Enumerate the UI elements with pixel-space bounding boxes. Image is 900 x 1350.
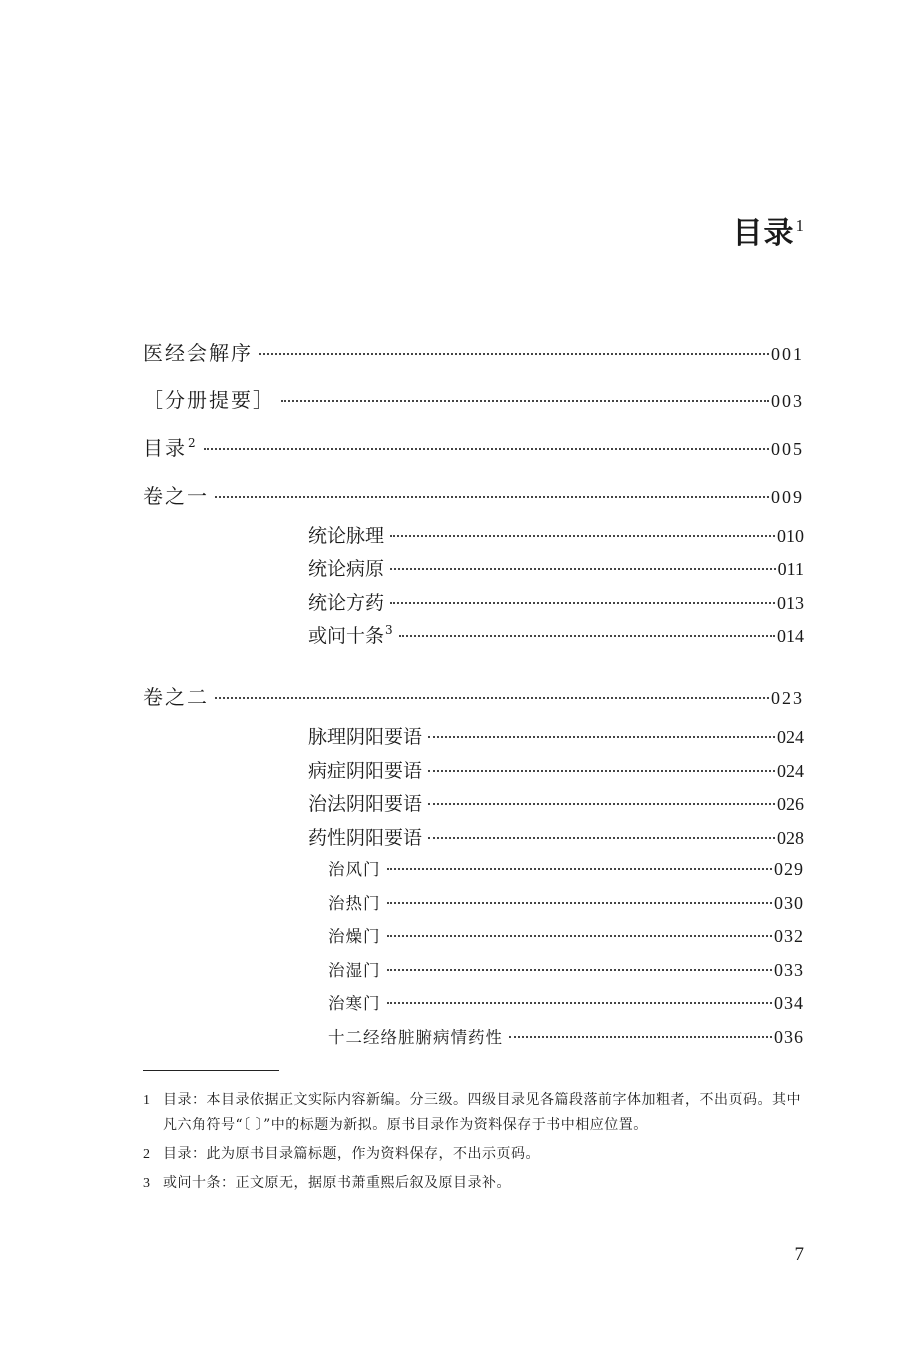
footnote-divider — [143, 1070, 279, 1071]
toc-entry-label: 卷之一 — [143, 484, 209, 508]
toc-entry[interactable] — [328, 957, 804, 987]
toc-entry[interactable] — [328, 923, 804, 953]
footnote-text: 目录：本目录依据正文实际内容新编。分三级。四级目录见各篇段落前字体加粗者，不出页码。其中凡六角符号“〔 〕”中的标题为新拟。原书目录作为资料保存于书中相应位置。 — [163, 1092, 801, 1133]
toc-entry-page: 001 — [771, 344, 804, 364]
toc-entry-page: 036 — [774, 1027, 804, 1047]
toc-entry-label: 目录$^2$ — [143, 436, 198, 460]
toc-entry[interactable] — [308, 621, 804, 651]
toc-entry-label: 治风门 — [328, 860, 381, 879]
toc-entry[interactable] — [328, 1024, 804, 1054]
toc-entry-page: 024 — [777, 761, 804, 781]
dot-leader — [387, 969, 773, 971]
dot-leader — [428, 736, 775, 738]
toc-entry-label: 治热门 — [328, 894, 381, 913]
toc-entry[interactable] — [328, 990, 804, 1020]
toc-entry-page: 034 — [774, 993, 804, 1013]
toc-entry[interactable] — [308, 823, 804, 853]
footnotes — [143, 1088, 805, 1200]
toc-entry[interactable] — [143, 480, 804, 510]
toc-entry[interactable] — [143, 432, 804, 462]
dot-leader — [390, 568, 776, 570]
toc-entry-label: 卷之二 — [143, 685, 209, 709]
footnote-number: 3 — [143, 1176, 150, 1191]
page-title: 目录$^1$ — [732, 216, 805, 251]
dot-leader — [428, 803, 775, 805]
toc-entry-page: 010 — [777, 526, 804, 546]
toc-entry-label: 治燥门 — [328, 927, 381, 946]
toc-entry-label: 治法阴阳要语 — [308, 793, 423, 815]
dot-leader — [390, 535, 775, 537]
toc-entry[interactable] — [308, 756, 804, 786]
toc-entry-page: 013 — [777, 593, 804, 613]
dot-leader — [428, 837, 775, 839]
toc-entry[interactable] — [328, 856, 804, 886]
dot-leader — [428, 770, 775, 772]
page-number: 7 — [794, 1244, 804, 1265]
toc-entry-label: 治寒门 — [328, 994, 381, 1013]
toc-entry-page: 032 — [774, 926, 804, 946]
footnote-text: 或问十条：正文原无，据原书萧重熙后叙及原目录补。 — [163, 1175, 511, 1191]
toc-entry-label: 统论病原 — [308, 558, 385, 580]
toc-entry-page: 014 — [777, 626, 804, 646]
dot-leader — [387, 1002, 773, 1004]
toc-entry-page: 003 — [771, 391, 804, 411]
toc-entry[interactable] — [308, 554, 804, 584]
dot-leader — [387, 902, 773, 904]
toc-entry[interactable] — [308, 722, 804, 752]
dot-leader — [509, 1036, 772, 1038]
toc-entry[interactable] — [308, 521, 804, 551]
dot-leader — [281, 400, 769, 402]
toc-entry-page: 009 — [771, 487, 804, 507]
footnote-number: 1 — [143, 1093, 150, 1108]
toc-entry-page: 030 — [774, 893, 804, 913]
toc-entry-page: 029 — [774, 859, 804, 879]
dot-leader — [215, 697, 769, 699]
footnote-ref: 3 — [385, 623, 393, 637]
toc-entry-label: 药性阴阳要语 — [308, 827, 423, 849]
dot-leader — [387, 935, 773, 937]
toc-entry[interactable] — [143, 384, 804, 414]
toc-entry-page: 026 — [777, 794, 804, 814]
footnote-ref: 2 — [188, 436, 198, 450]
dot-leader — [259, 353, 769, 355]
toc-entry[interactable] — [143, 337, 804, 367]
toc-entry-label: 医经会解序 — [143, 341, 253, 365]
dot-leader — [204, 448, 769, 450]
footnote-number: 2 — [143, 1147, 150, 1162]
toc-entry-page: 023 — [771, 688, 804, 708]
dot-leader — [399, 635, 775, 637]
dot-leader — [387, 868, 773, 870]
toc-entry-page: 028 — [777, 828, 804, 848]
toc-entry-page: 011 — [777, 559, 804, 579]
toc-entry-label: 统论脉理 — [308, 525, 385, 547]
title-footnote-ref: 1 — [795, 216, 805, 235]
footnote-item — [143, 1142, 805, 1167]
footnote-item — [143, 1171, 805, 1196]
toc-entry-label: 治湿门 — [328, 961, 381, 980]
toc-entry[interactable] — [308, 789, 804, 819]
toc-entry-label: 统论方药 — [308, 592, 385, 614]
toc-entry-label: 十二经络脏腑病情药性 — [328, 1028, 503, 1047]
toc-entry-label: 脉理阴阳要语 — [308, 726, 423, 748]
toc-entry-label: ［分册提要］ — [143, 388, 275, 412]
dot-leader — [390, 602, 775, 604]
toc-entry-label: 病症阴阳要语 — [308, 760, 423, 782]
footnote-text: 目录：此为原书目录篇标题，作为资料保存，不出示页码。 — [163, 1146, 540, 1162]
toc-entry-label: 或问十条$^3$ — [308, 623, 393, 647]
toc-entry-page: 033 — [774, 960, 804, 980]
dot-leader — [215, 496, 769, 498]
toc-entry[interactable] — [328, 890, 804, 920]
footnote-item — [143, 1088, 805, 1138]
toc-entry-page: 005 — [771, 439, 804, 459]
toc-entry[interactable] — [143, 681, 804, 711]
toc-entry-page: 024 — [777, 727, 804, 747]
toc-entry[interactable] — [308, 588, 804, 618]
